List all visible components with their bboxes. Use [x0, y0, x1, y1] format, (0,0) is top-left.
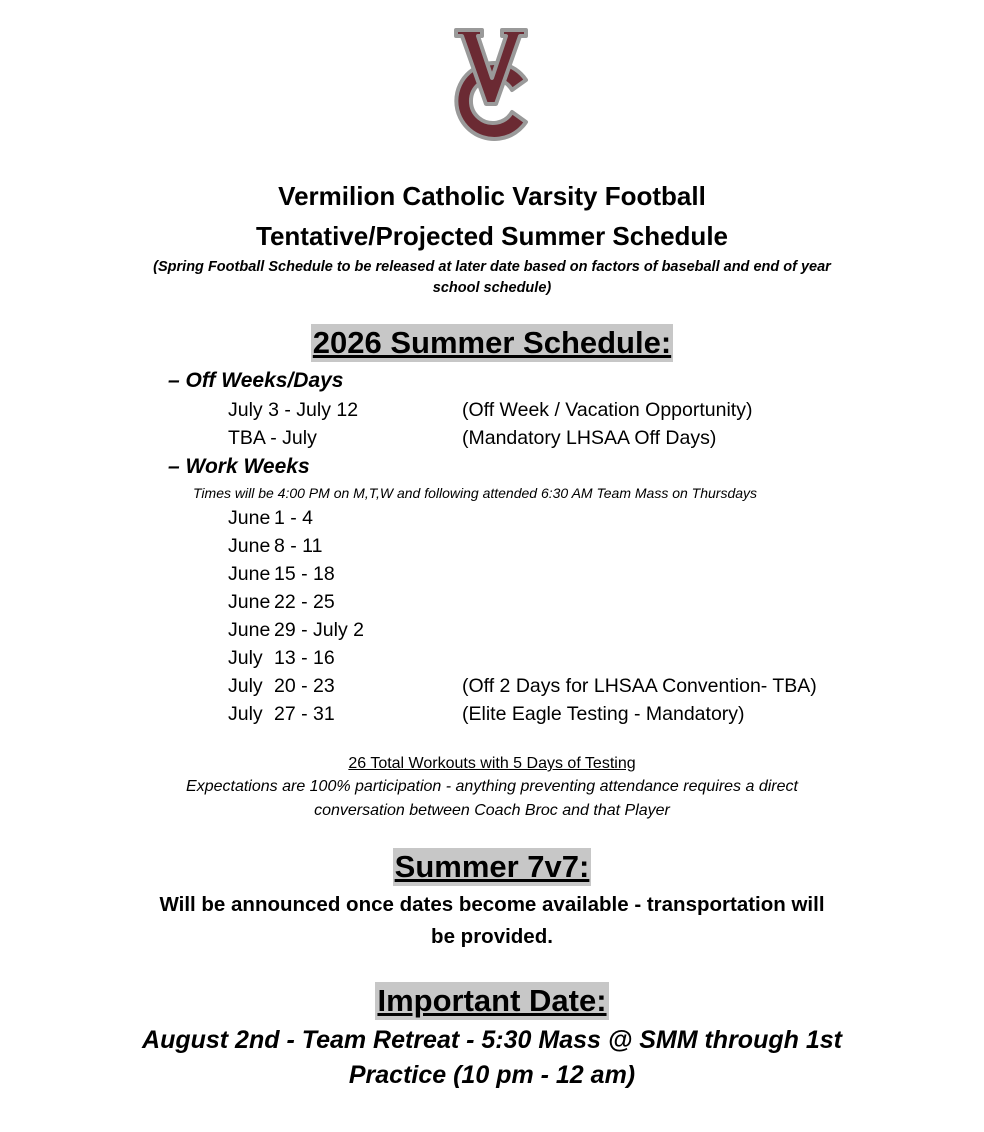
- off-weeks-heading: – Off Weeks/Days: [168, 369, 344, 392]
- expectations-line1: Expectations are 100% participation - anything preventing attendance requires a direct: [186, 778, 798, 795]
- work-weeks-heading: – Work Weeks: [168, 455, 310, 478]
- work-row-note: (Off 2 Days for LHSAA Convention- TBA): [462, 675, 817, 697]
- spring-note-line1: (Spring Football Schedule to be released at later date based on factors of baseball and end of year: [153, 259, 831, 275]
- work-row-note: (Elite Eagle Testing - Mandatory): [462, 703, 745, 725]
- summer-7v7-heading: Summer 7v7:: [394, 849, 590, 884]
- work-row: [228, 700, 335, 728]
- expectations-line2: conversation between Coach Broc and that Player: [314, 802, 670, 819]
- work-range: 20 - 23: [274, 675, 335, 697]
- work-month: July: [228, 703, 263, 725]
- page-title-line2: Tentative/Projected Summer Schedule: [256, 221, 728, 251]
- important-date-heading: Important Date:: [377, 983, 607, 1018]
- important-date-line2: Practice (10 pm - 12 am): [348, 1061, 636, 1089]
- off-row-dates: TBA - July: [228, 427, 317, 449]
- work-row: [228, 616, 364, 644]
- work-row: [228, 588, 335, 616]
- work-row: [228, 672, 335, 700]
- work-month: June: [228, 591, 271, 613]
- summer-schedule-heading: 2026 Summer Schedule:: [312, 325, 672, 360]
- off-row-note: (Off Week / Vacation Opportunity): [462, 399, 753, 421]
- off-row-dates: July 3 - July 12: [228, 399, 359, 421]
- work-row: [228, 532, 322, 560]
- work-range: 27 - 31: [274, 703, 335, 725]
- spring-note-line2: school schedule): [432, 280, 552, 296]
- work-month: June: [228, 535, 271, 557]
- work-month: June: [228, 563, 271, 585]
- work-range: 29 - July 2: [274, 619, 364, 641]
- 7v7-line1: Will be announced once dates become available - transportation will: [159, 893, 825, 916]
- important-date-line1: August 2nd - Team Retreat - 5:30 Mass @ SMM through 1st: [142, 1026, 842, 1054]
- page-title-line1: Vermilion Catholic Varsity Football: [278, 181, 706, 211]
- 7v7-line2: be provided.: [431, 925, 553, 948]
- work-range: 15 - 18: [274, 563, 335, 585]
- work-month: June: [228, 507, 271, 529]
- work-month: July: [228, 675, 263, 697]
- off-row-note: (Mandatory LHSAA Off Days): [462, 427, 717, 449]
- total-workouts: 26 Total Workouts with 5 Days of Testing: [348, 755, 636, 772]
- work-range: 1 - 4: [274, 507, 314, 529]
- work-times-note: Times will be 4:00 PM on M,T,W and following attended 6:30 AM Team Mass on Thursdays: [193, 485, 758, 501]
- work-row: [228, 504, 313, 532]
- work-row: [228, 560, 335, 588]
- work-month: June: [228, 619, 271, 641]
- work-month: July: [228, 647, 263, 669]
- work-row: [228, 644, 335, 672]
- work-range: 22 - 25: [274, 591, 335, 613]
- vc-logo: [434, 26, 546, 142]
- work-range: 13 - 16: [274, 647, 335, 669]
- work-range: 8 - 11: [274, 535, 323, 557]
